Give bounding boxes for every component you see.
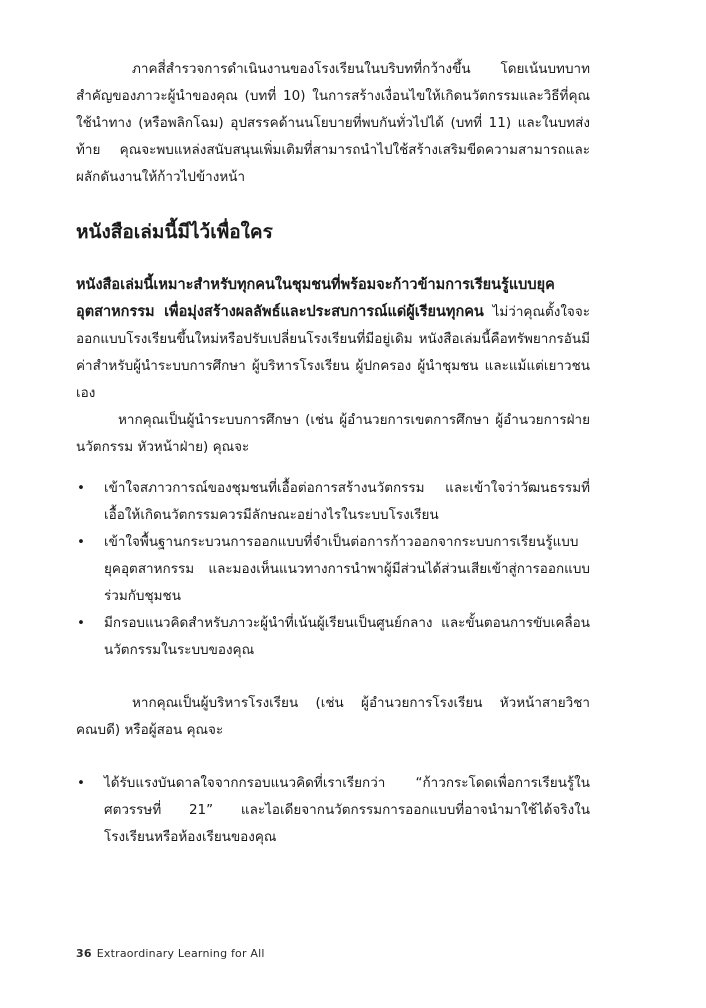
lead-rest-text: ไม่ว่าคุณตั้งใจจะออกแบบโรงเรียนขึ้นใหม่หรือปรับเปลี่ยนโรงเรียนที่มีอยู่เดิม หนังสือเล่มนี้คือทรัพยากรอันมีค่าสำหรับผู้นำระบบการศึกษา ผู้บริหารโรงเรียน ผู้ปกครอง ผู้นำชุมชน และแม้แต่เยาวชนเอง <box>76 304 590 401</box>
list-item-text: ได้รับแรงบันดาลใจจากกรอบแนวคิดที่เราเรียกว่า “ก้าวกระโดดเพื่อการเรียนรู้ในศตวรรษที่ 21” และไอเดียจากนวัตกรรมการออกแบบที่อาจนำมาใช้ได้จริงในโรงเรียนหรือห้องเรียนของคุณ <box>104 775 590 845</box>
running-title: Extraordinary Learning for All <box>96 947 265 960</box>
system-leaders-intro: หากคุณเป็นผู้นำระบบการศึกษา (เช่น ผู้อำนวยการเขตการศึกษา ผู้อำนวยการฝ่ายนวัตกรรม หัวหน้าฝ่าย) คุณจะ <box>76 412 590 455</box>
spacer <box>76 664 590 690</box>
lead-paragraph <box>76 272 590 407</box>
list-item <box>76 610 590 664</box>
page-number: 36 <box>76 947 92 960</box>
bullet-icon: • <box>77 615 85 631</box>
school-leaders-list <box>76 770 590 851</box>
page-footer <box>76 947 265 960</box>
spacer <box>76 744 590 770</box>
bullet-icon: • <box>77 480 85 496</box>
page-body <box>76 56 590 851</box>
lead-bold-text: หนังสือเล่มนี้เหมาะสำหรับทุกคนในชุมชนที่พร้อมจะก้าวข้ามการเรียนรู้แบบยุคอุตสาหกรรม เพื่อมุ่งสร้างผลลัพธ์และประสบการณ์แด่ผู้เรียนทุกคน <box>76 277 555 320</box>
list-item-text: มีกรอบแนวคิดสำหรับภาวะผู้นำที่เน้นผู้เรียนเป็นศูนย์กลาง และขั้นตอนการขับเคลื่อนนวัตกรรมในระบบของคุณ <box>104 615 590 658</box>
list-item <box>76 475 590 529</box>
section-heading: หนังสือเล่มนี้มีไว้เพื่อใคร <box>76 221 273 243</box>
list-item-text: เข้าใจสภาวการณ์ของชุมชนที่เอื้อต่อการสร้างนวัตกรรม และเข้าใจว่าวัฒนธรรมที่เอื้อให้เกิดนวัตกรรมควรมีลักษณะอย่างไรในระบบโรงเรียน <box>104 480 590 523</box>
intro-paragraph: ภาคสี่สำรวจการดำเนินงานของโรงเรียนในบริบทที่กว้างขึ้น โดยเน้นบทบาทสำคัญของภาวะผู้นำของคุณ (บทที่ 10) ในการสร้างเงื่อนไขให้เกิดนวัตกรรมและวิธีที่คุณใช้นำทาง (หรือพลิกโฉม) อุปสรรคด้านนโยบายที่พบกันทั่วไปได้ (บทที่ 11) และในบทส่งท้าย คุณจะพบแหล่งสนับสนุนเพิ่มเติมที่สามารถนำไปใช้สร้างเสริมขีดความสามารถและผลักดันงานให้ก้าวไปข้างหน้า <box>76 61 590 185</box>
school-leaders-intro: หากคุณเป็นผู้บริหารโรงเรียน (เช่น ผู้อำนวยการโรงเรียน หัวหน้าสายวิชา คณบดี) หรือผู้สอน คุณจะ <box>76 695 590 738</box>
list-item-text: เข้าใจพื้นฐานกระบวนการออกแบบที่จำเป็นต่อการก้าวออกจากระบบการเรียนรู้แบบยุคอุตสาหกรรม และมองเห็นแนวทางการนำพาผู้มีส่วนได้ส่วนเสียเข้าสู่การออกแบบร่วมกับชุมชน <box>104 534 590 604</box>
system-leaders-list <box>76 475 590 664</box>
list-item <box>76 770 590 851</box>
bullet-icon: • <box>77 534 85 550</box>
spacer <box>76 461 590 475</box>
bullet-icon: • <box>77 775 85 791</box>
list-item <box>76 529 590 610</box>
